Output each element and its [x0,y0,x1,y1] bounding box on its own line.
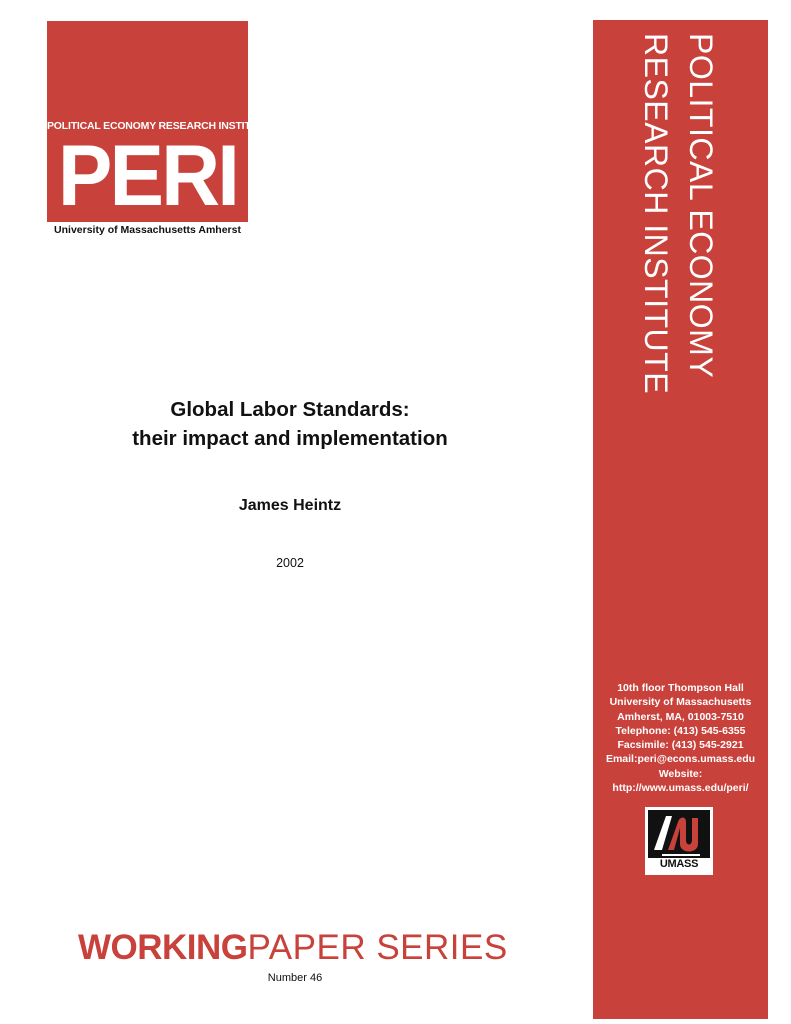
address-line: Amherst, MA, 01003-7510 [617,710,744,723]
document-title [40,395,540,453]
series-number: Number 46 [267,972,323,984]
logo-acronym: PERI [57,128,238,224]
umass-logo [645,807,713,875]
logo-university-name: University of Massachusetts Amherst [54,224,241,236]
series-heading-bold: WORKING [78,928,248,967]
band-title-line-1: POLITICAL ECONOMY [683,33,719,379]
umass-emblem-icon [648,810,710,858]
address-line: University of Massachusetts [609,696,752,709]
umass-logo-text: UMASS [659,858,699,870]
band-title-line-2: RESEARCH INSTITUTE [638,33,674,395]
address-line: Facsimile: (413) 545-2921 [617,739,744,752]
logo-institute-name: POLITICAL ECONOMY RESEARCH INSTITUTE [47,120,272,132]
contact-address [593,681,768,795]
series-heading [78,928,508,968]
series-heading-light: PAPER SERIES [247,928,508,967]
document-title-line-1: Global Labor Standards: [170,398,410,421]
address-line: Telephone: (413) 545-6355 [615,724,746,737]
document-title-line-2: their impact and implementation [132,427,448,450]
address-website-url: http://www.umass.edu/peri/ [612,782,749,795]
peri-logo [47,21,272,224]
address-email: Email:peri@econs.umass.edu [605,753,756,766]
address-website-label: Website: [658,767,703,780]
address-line: 10th floor Thompson Hall [617,682,744,694]
document-author: James Heintz [238,497,342,514]
document-year: 2002 [276,556,304,570]
